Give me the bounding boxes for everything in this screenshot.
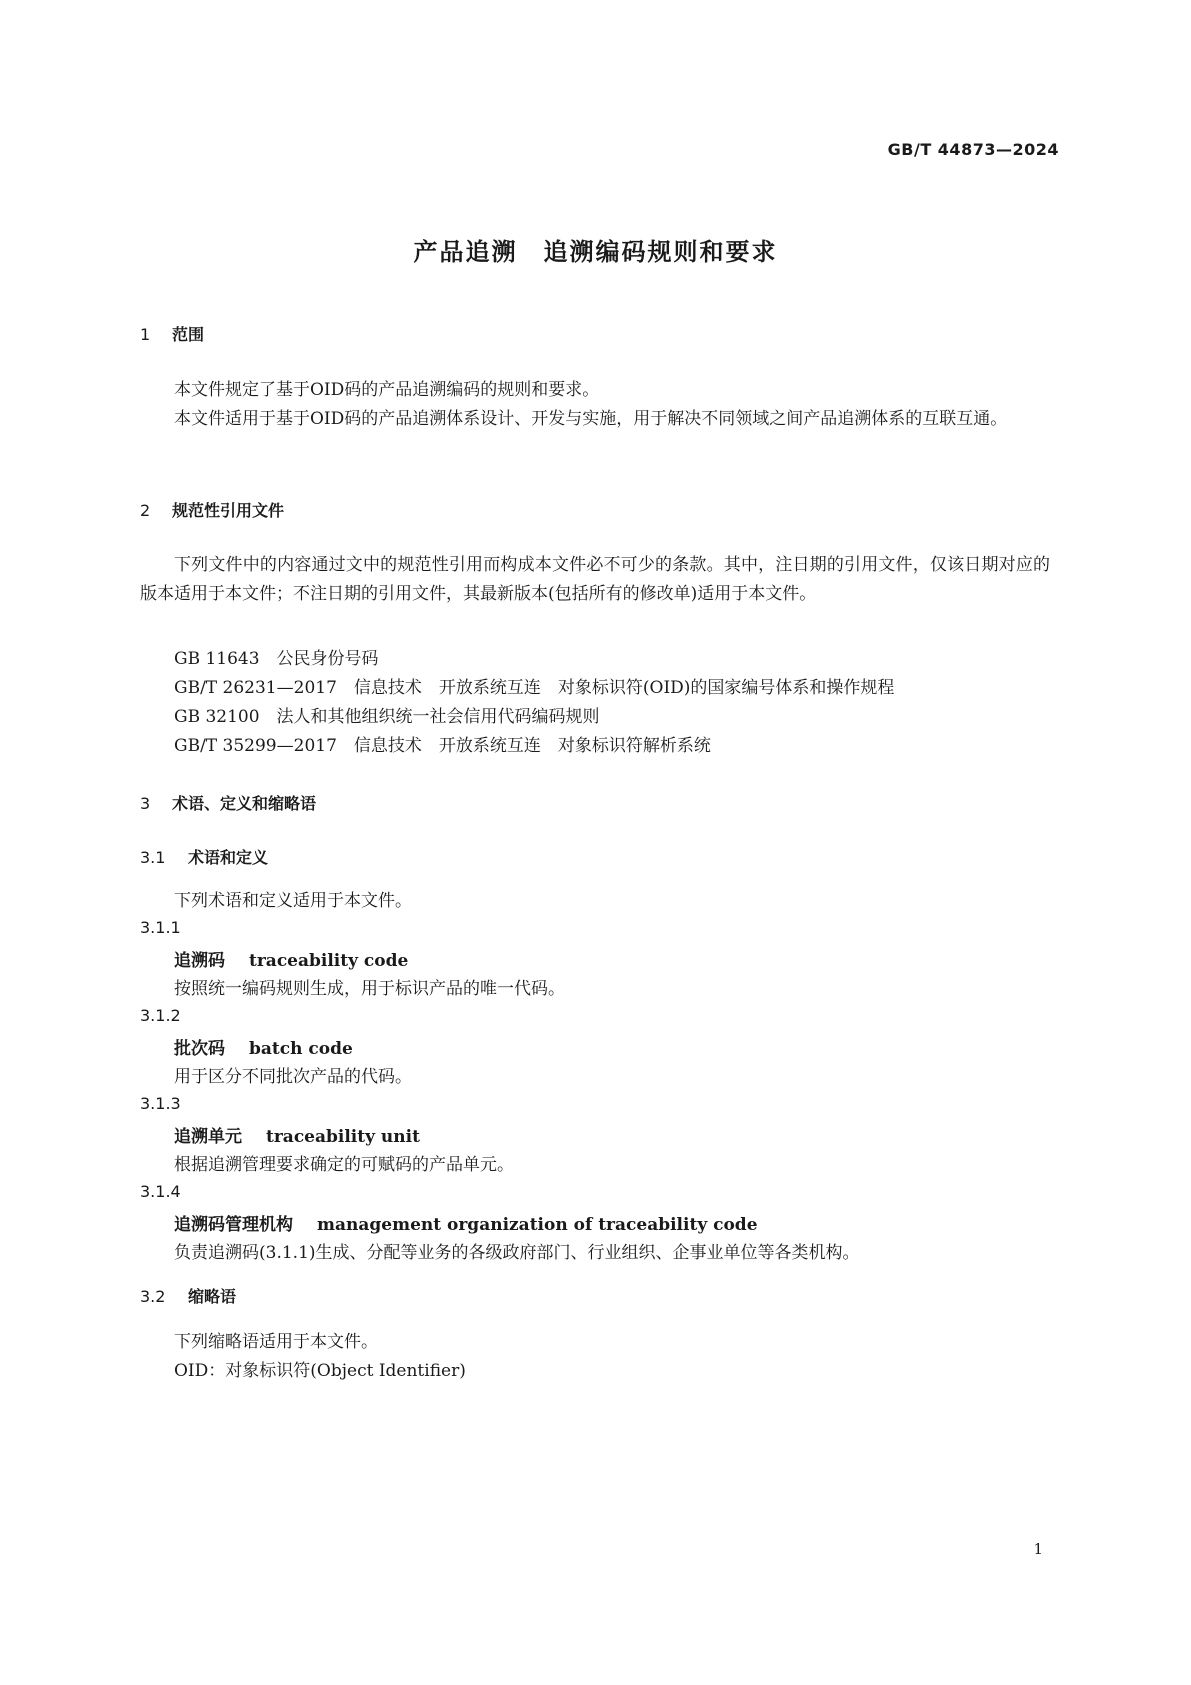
term-zh: 追溯码 [174,951,225,971]
section-3-heading [140,791,316,814]
term-number: 3.1.1 [140,918,181,937]
section-2-heading [140,498,284,521]
section-1-paragraph-1: 本文件规定了基于OID码的产品追溯编码的规则和要求。 [174,380,600,400]
normative-reference: GB/T 35299—2017 信息技术 开放系统互连 对象标识符解析系统 [174,736,711,756]
standard-number: GB/T 44873—2024 [887,140,1059,159]
section-number: 2 [140,501,151,520]
section-2-paragraph-1: 下列文件中的内容通过文中的规范性引用而构成本文件必不可少的条款。其中，注日期的引用文件，仅该日期对应的版本适用于本文件；不注日期的引用文件，其最新版本(包括所有的修改单)适用于本文件。 [140,555,1050,604]
term-definition: 按照统一编码规则生成，用于标识产品的唯一代码。 [174,979,565,999]
section-number: 3.2 [140,1287,166,1306]
normative-reference: GB 32100 法人和其他组织统一社会信用代码编码规则 [174,707,600,727]
section-title: 缩略语 [188,1287,237,1306]
section-number: 1 [140,325,151,344]
term-definition: 用于区分不同批次产品的代码。 [174,1067,412,1087]
term-zh: 追溯单元 [174,1127,242,1147]
term-definition: 根据追溯管理要求确定的可赋码的产品单元。 [174,1155,514,1175]
section-number: 3.1 [140,848,166,867]
term-entry [174,1210,758,1235]
abbreviation-entry: OID：对象标识符(Object Identifier) [174,1361,466,1381]
page-number: 1 [1033,1540,1043,1558]
term-en: batch code [249,1039,353,1059]
section-3-1-intro: 下列术语和定义适用于本文件。 [174,891,412,911]
term-entry [174,946,408,971]
normative-reference: GB/T 26231—2017 信息技术 开放系统互连 对象标识符(OID)的国家编号体系和操作规程 [174,678,895,698]
section-1-paragraph-2: 本文件适用于基于OID码的产品追溯体系设计、开发与实施，用于解决不同领域之间产品追溯体系的互联互通。 [174,409,1008,429]
section-3-2-heading [140,1284,236,1307]
term-zh: 批次码 [174,1039,225,1059]
term-definition: 负责追溯码(3.1.1)生成、分配等业务的各级政府部门、行业组织、企事业单位等各类机构。 [174,1243,860,1263]
section-title: 术语、定义和缩略语 [172,794,317,813]
section-3-1-heading [140,845,268,868]
term-en: traceability unit [266,1127,420,1147]
term-number: 3.1.4 [140,1182,181,1201]
section-number: 3 [140,794,151,813]
section-title: 范围 [172,325,205,344]
term-number: 3.1.2 [140,1006,181,1025]
normative-reference: GB 11643 公民身份号码 [174,649,379,669]
section-1-heading [140,322,204,345]
term-zh: 追溯码管理机构 [174,1215,293,1235]
section-title: 规范性引用文件 [172,501,285,520]
term-entry [174,1122,420,1147]
term-entry [174,1034,353,1059]
document-title: 产品追溯 追溯编码规则和要求 [413,238,778,266]
term-number: 3.1.3 [140,1094,181,1113]
section-3-2-intro: 下列缩略语适用于本文件。 [174,1332,378,1352]
term-en: management organization of traceability code [317,1215,758,1235]
section-title: 术语和定义 [188,848,269,867]
term-en: traceability code [249,951,409,971]
